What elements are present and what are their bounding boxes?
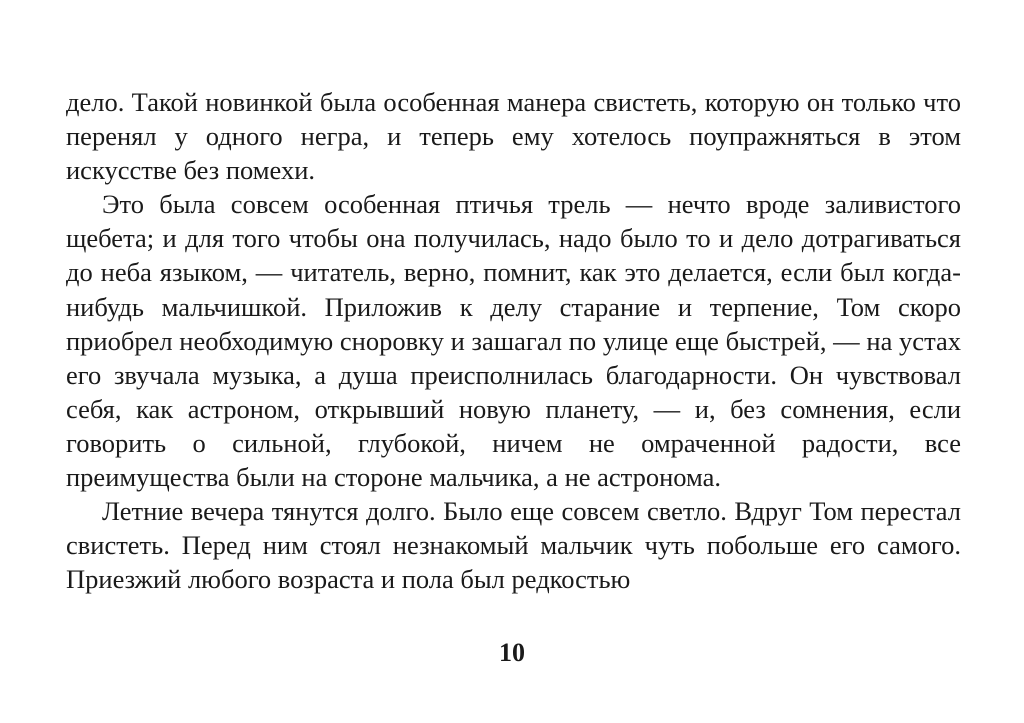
paragraph-whistle-trill: Это была совсем особенная птичья трель — нечто вроде заливистого щебета; и для того чтобы она получилась, надо было то и дело дотрагиваться до неба языком, — читатель, верно, помнит, как это делается, если был когда-нибудь мальчишкой. Приложив к делу старание и терпение, Том скоро приобрел необходимую сноровку и зашагал по улице еще быстрей, — на устах его звучала музыка, а душа преисполнилась благодарности. Он чувствовал себя, как астроном, открывший новую планету, — и, без сомнения, если говорить о сильной, глубокой, ничем не омраченной радости, все преимущества были на стороне мальчика, а не астронома. (66, 189, 961, 493)
paragraph-continuation: дело. Такой новинкой была особенная манера свистеть, которую он только что перенял у одного негра, и теперь ему хотелось поупражняться в этом искусстве без помехи. (66, 87, 961, 186)
page-body (66, 85, 961, 596)
paragraph-summer-evening: Летние вечера тянутся долго. Было еще совсем светло. Вдруг Том перестал свистеть. Перед ним стоял незнакомый мальчик чуть побольше его самого. Приезжий любого возраста и пола был редкостью (66, 496, 961, 595)
page-number: 10 (499, 638, 525, 667)
